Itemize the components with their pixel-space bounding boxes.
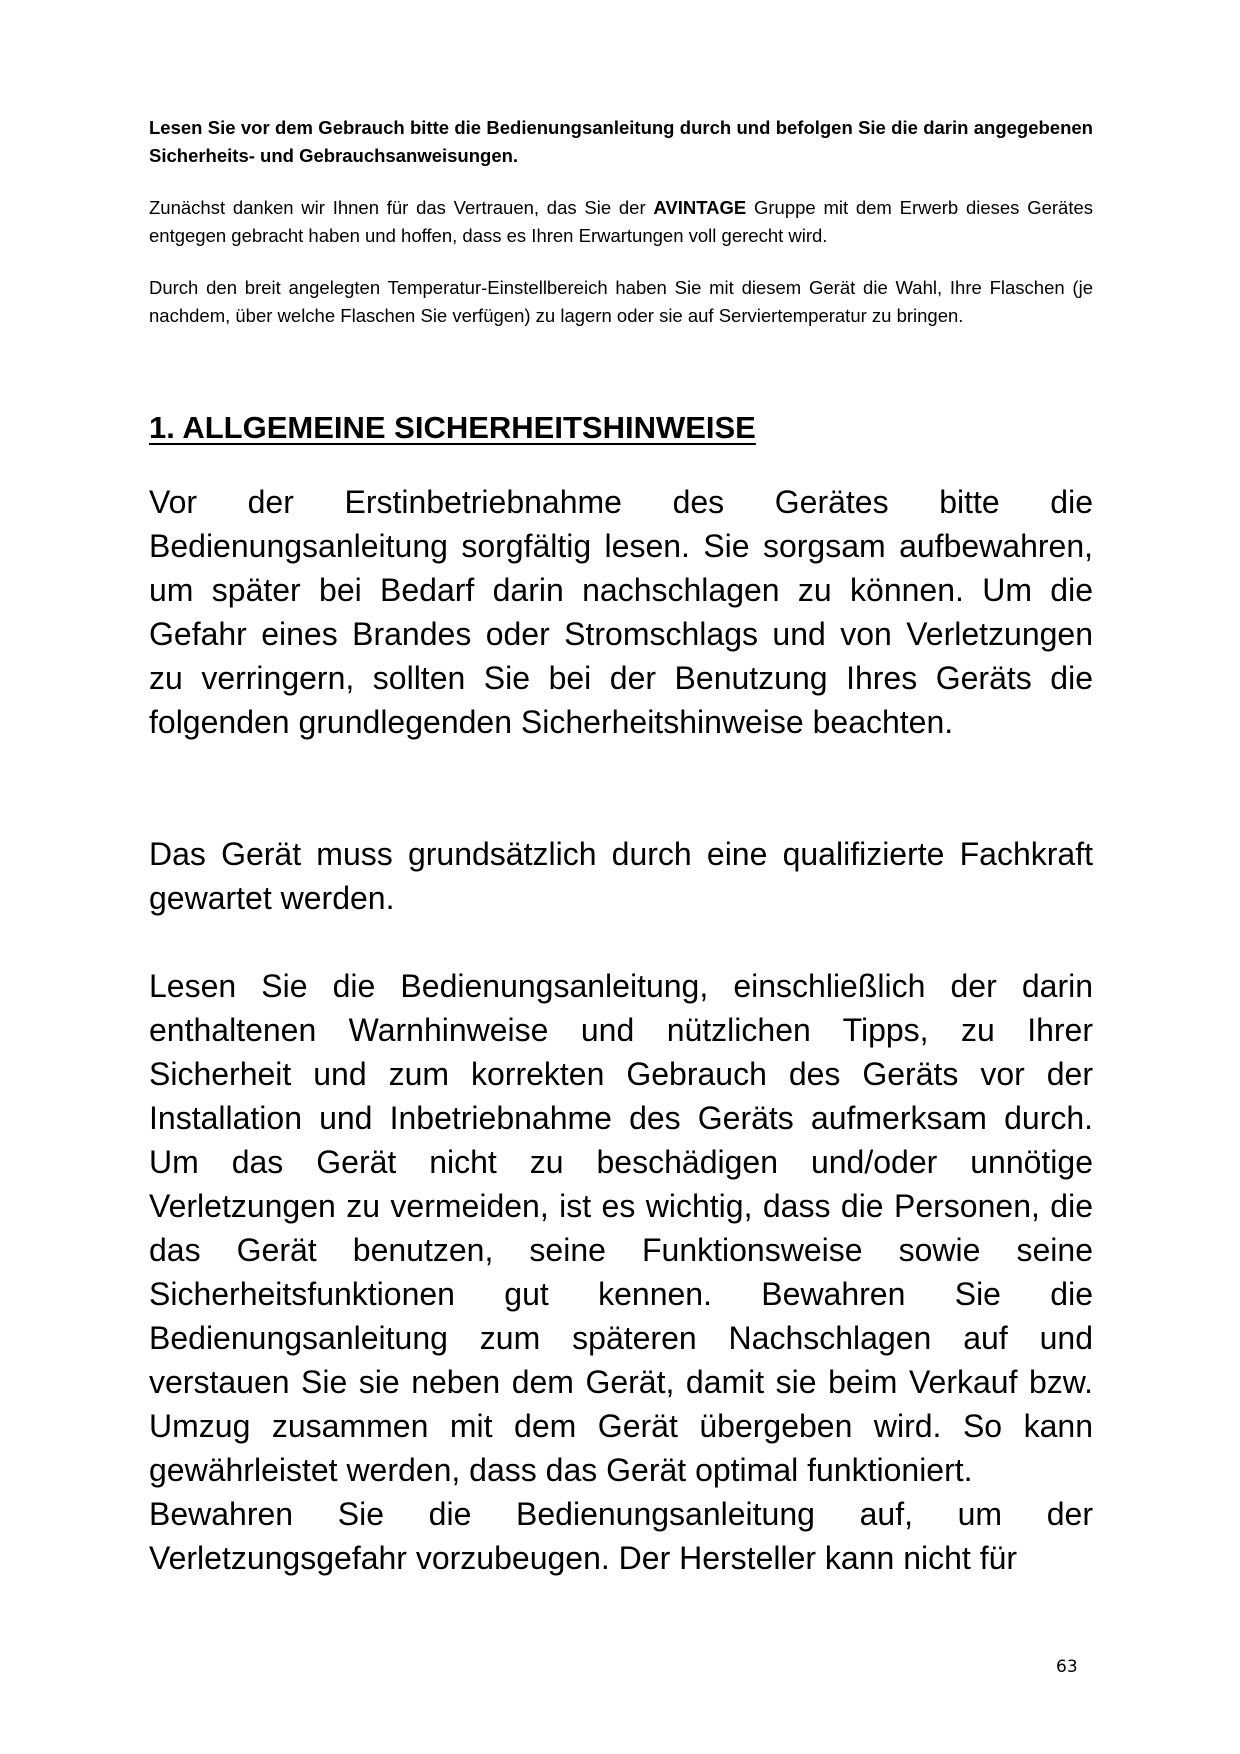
intro-thanks [149,194,1093,249]
paragraph-4: Bewahren Sie die Bedienungsanleitung auf, um der Verletzungsgefahr vorzubeugen. Der Hersteller kann nicht für [149,1496,1093,1576]
paragraph-3: Lesen Sie die Bedienungsanleitung, einschließlich der darin enthaltenen Warnhinweise und nützlichen Tipps, zu Ihrer Sicherheit und zum korrekten Gebrauch des Geräts vor der Installation und Inbetriebnahme des Geräts aufmerksam durch. Um das Gerät nicht zu beschädigen und/oder unnötige Verletzungen zu vermeiden, ist es wichtig, dass die Personen, die das Gerät benutzen, seine Funktionsweise sowie seine Sicherheitsfunktionen gut kennen. Bewahren Sie die Bedienungsanleitung zum späteren Nachschlagen auf und verstauen Sie sie neben dem Gerät, damit sie beim Verkauf bzw. Umzug zusammen mit dem Gerät übergeben wird. So kann gewährleistet werden, dass das Gerät optimal funktioniert. [149,968,1093,1488]
section-heading: 1. ALLGEMEINE SICHERHEITSHINWEISE [149,410,756,445]
intro-warning: Lesen Sie vor dem Gebrauch bitte die Bedienungsanleitung durch und befolgen Sie die darin angegebenen Sicherheits- und Gebrauchsanweisungen. [149,117,1093,166]
intro-temperature: Durch den breit angelegten Temperatur-Einstellbereich haben Sie mit diesem Gerät die Wahl, Ihre Flaschen (je nachdem, über welche Flaschen Sie verfügen) zu lagern oder sie auf Serviertemperatur zu bringen. [149,277,1093,326]
paragraph-block-3 [149,964,1093,1492]
paragraph-2: Das Gerät muss grundsätzlich durch eine qualifizierte Fachkraft gewartet werden. [149,836,1093,916]
brand-name: AVINTAGE [653,197,747,218]
paragraph-block-2 [149,832,1093,920]
intro-thanks-before: Zunächst danken wir Ihnen für das Vertrauen, das Sie der [149,197,654,218]
paragraph-block-1 [149,480,1093,744]
page-content [149,114,1093,1576]
paragraph-1: Vor der Erstinbetriebnahme des Gerätes bitte die Bedienungsanleitung sorgfältig lesen. Sie sorgsam aufbewahren, um später bei Bedarf darin nachschlagen zu können. Um die Gefahr eines Brandes oder Stromschlags und von Verletzungen zu verringern, sollten Sie bei der Benutzung Ihres Geräts die folgenden grundlegenden Sicherheitshinweise beachten. [149,484,1093,740]
paragraph-block-4 [149,1492,1093,1580]
page-number: 63 [1056,1657,1078,1677]
intro-thanks-after: Gruppe mit dem Erwerb dieses Gerätes entgegen gebracht haben und hoffen, dass es Ihren Erwartungen voll gerecht wird. [149,197,1093,246]
